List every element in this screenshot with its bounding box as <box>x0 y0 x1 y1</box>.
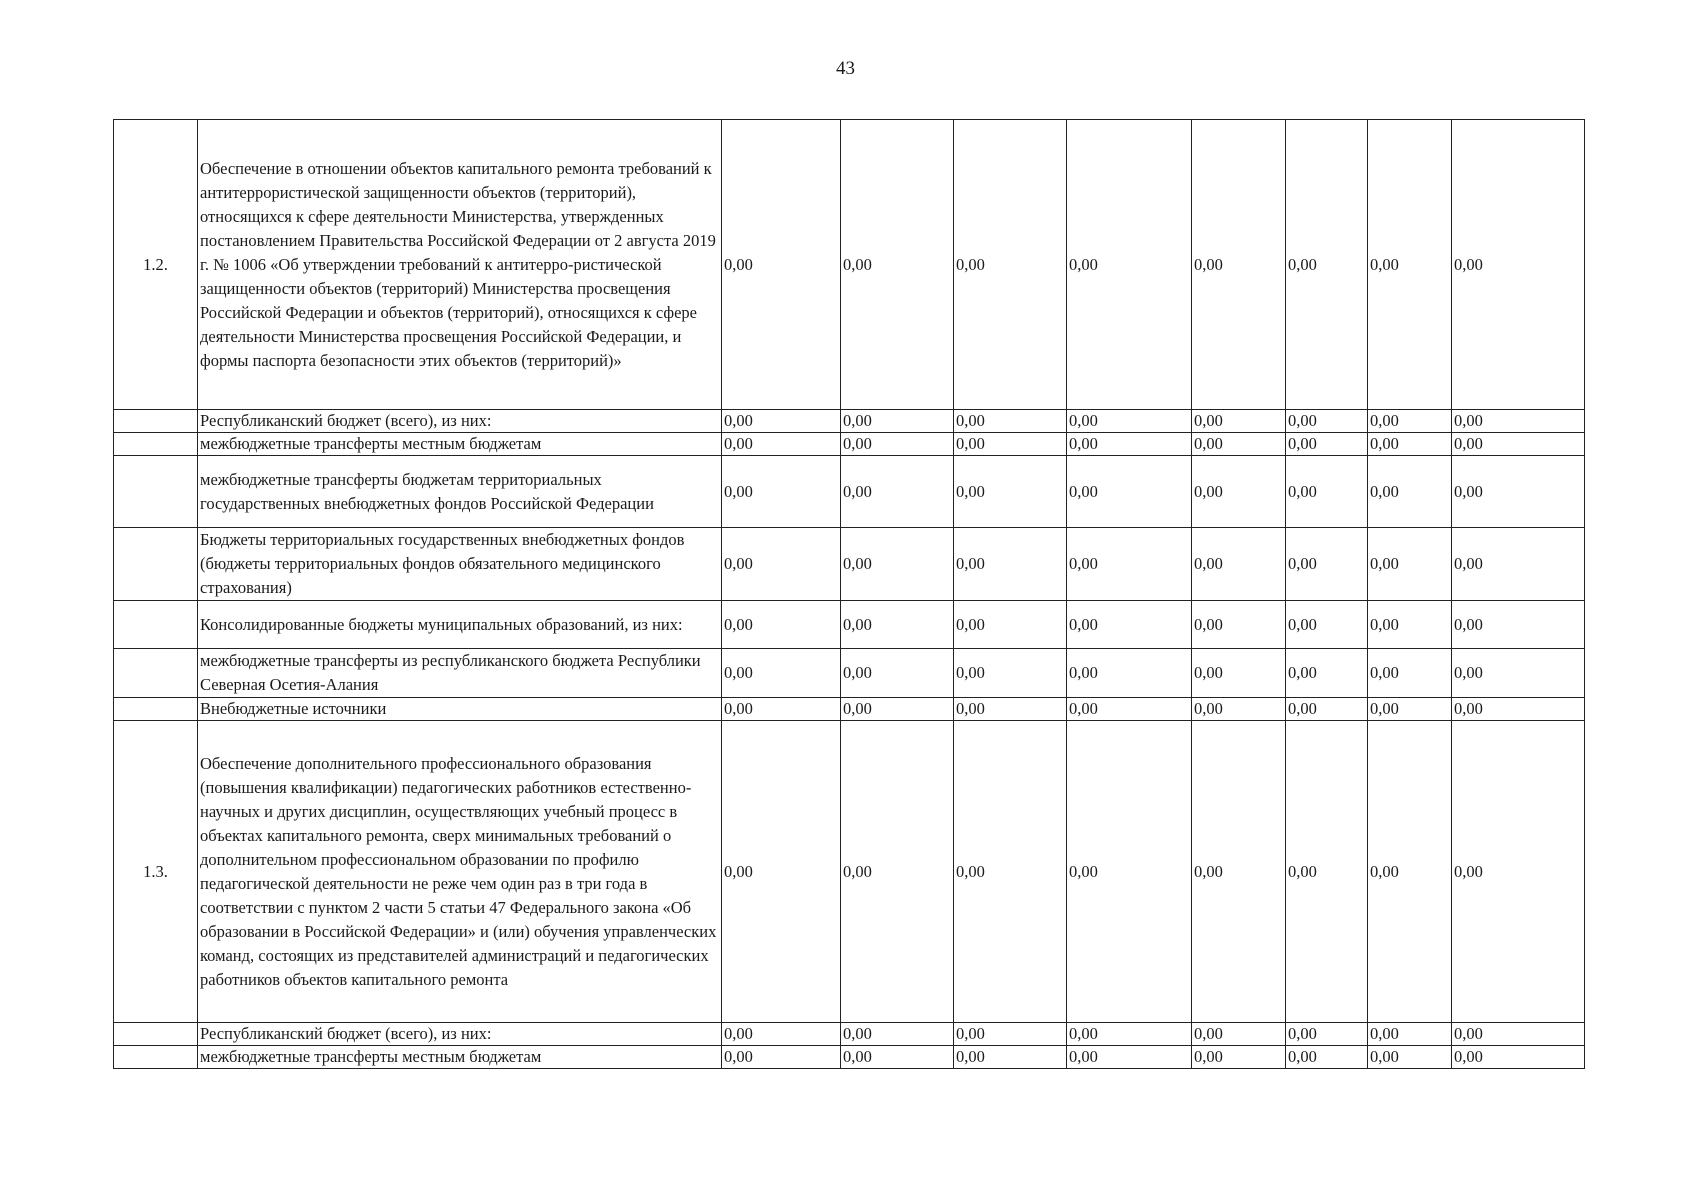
value-cell: 0,00 <box>1192 1023 1286 1046</box>
value-cell: 0,00 <box>1192 120 1286 410</box>
value-cell: 0,00 <box>954 456 1067 528</box>
value-cell: 0,00 <box>1067 1046 1192 1069</box>
value-cell: 0,00 <box>1067 601 1192 649</box>
value-cell: 0,00 <box>1452 1023 1585 1046</box>
row-number <box>114 1046 198 1069</box>
row-description: Консолидированные бюджеты муниципальных образований, из них: <box>198 601 722 649</box>
value-cell: 0,00 <box>1192 649 1286 698</box>
value-cell: 0,00 <box>1368 601 1452 649</box>
value-cell: 0,00 <box>1368 120 1452 410</box>
value-cell: 0,00 <box>1067 120 1192 410</box>
value-cell: 0,00 <box>1368 433 1452 456</box>
table-row <box>114 721 1585 1023</box>
value-cell: 0,00 <box>722 120 841 410</box>
value-cell: 0,00 <box>1368 698 1452 721</box>
value-cell: 0,00 <box>722 1046 841 1069</box>
value-cell: 0,00 <box>841 1046 954 1069</box>
value-cell: 0,00 <box>1368 528 1452 601</box>
row-number <box>114 649 198 698</box>
row-number <box>114 601 198 649</box>
value-cell: 0,00 <box>1286 698 1368 721</box>
table-row <box>114 1023 1585 1046</box>
table-row <box>114 528 1585 601</box>
value-cell: 0,00 <box>1067 456 1192 528</box>
row-description: Внебюджетные источники <box>198 698 722 721</box>
value-cell: 0,00 <box>1192 410 1286 433</box>
table-row <box>114 601 1585 649</box>
value-cell: 0,00 <box>841 698 954 721</box>
value-cell: 0,00 <box>1286 528 1368 601</box>
value-cell: 0,00 <box>1368 649 1452 698</box>
table-row <box>114 1046 1585 1069</box>
value-cell: 0,00 <box>841 601 954 649</box>
value-cell: 0,00 <box>841 528 954 601</box>
value-cell: 0,00 <box>722 649 841 698</box>
value-cell: 0,00 <box>954 721 1067 1023</box>
value-cell: 0,00 <box>722 1023 841 1046</box>
value-cell: 0,00 <box>722 528 841 601</box>
value-cell: 0,00 <box>1067 721 1192 1023</box>
value-cell: 0,00 <box>954 433 1067 456</box>
value-cell: 0,00 <box>1192 698 1286 721</box>
value-cell: 0,00 <box>1192 528 1286 601</box>
value-cell: 0,00 <box>1286 1046 1368 1069</box>
value-cell: 0,00 <box>1452 601 1585 649</box>
value-cell: 0,00 <box>841 649 954 698</box>
value-cell: 0,00 <box>722 721 841 1023</box>
value-cell: 0,00 <box>954 1046 1067 1069</box>
value-cell: 0,00 <box>841 433 954 456</box>
table-row <box>114 456 1585 528</box>
table-row <box>114 649 1585 698</box>
value-cell: 0,00 <box>954 649 1067 698</box>
row-description: Бюджеты территориальных государственных внебюджетных фондов (бюджеты территориальных фондов обязательного медицинского страхования) <box>198 528 722 601</box>
value-cell: 0,00 <box>1286 410 1368 433</box>
value-cell: 0,00 <box>722 601 841 649</box>
value-cell: 0,00 <box>1067 1023 1192 1046</box>
value-cell: 0,00 <box>1067 698 1192 721</box>
value-cell: 0,00 <box>1286 1023 1368 1046</box>
value-cell: 0,00 <box>1286 649 1368 698</box>
row-number <box>114 1023 198 1046</box>
value-cell: 0,00 <box>954 601 1067 649</box>
value-cell: 0,00 <box>954 698 1067 721</box>
value-cell: 0,00 <box>722 456 841 528</box>
row-description: межбюджетные трансферты бюджетам территориальных государственных внебюджетных фондов Российской Федерации <box>198 456 722 528</box>
value-cell: 0,00 <box>1067 433 1192 456</box>
value-cell: 0,00 <box>1368 1023 1452 1046</box>
row-number: 1.2. <box>114 120 198 410</box>
value-cell: 0,00 <box>841 410 954 433</box>
value-cell: 0,00 <box>1452 433 1585 456</box>
value-cell: 0,00 <box>954 120 1067 410</box>
value-cell: 0,00 <box>1286 601 1368 649</box>
table-row <box>114 410 1585 433</box>
table-row <box>114 120 1585 410</box>
value-cell: 0,00 <box>1452 1046 1585 1069</box>
value-cell: 0,00 <box>841 120 954 410</box>
value-cell: 0,00 <box>1368 456 1452 528</box>
value-cell: 0,00 <box>1192 1046 1286 1069</box>
value-cell: 0,00 <box>722 433 841 456</box>
value-cell: 0,00 <box>1452 721 1585 1023</box>
value-cell: 0,00 <box>841 721 954 1023</box>
value-cell: 0,00 <box>954 528 1067 601</box>
value-cell: 0,00 <box>1286 120 1368 410</box>
value-cell: 0,00 <box>841 456 954 528</box>
value-cell: 0,00 <box>1067 649 1192 698</box>
value-cell: 0,00 <box>1192 601 1286 649</box>
row-number: 1.3. <box>114 721 198 1023</box>
value-cell: 0,00 <box>1192 433 1286 456</box>
row-number <box>114 456 198 528</box>
value-cell: 0,00 <box>722 410 841 433</box>
value-cell: 0,00 <box>1192 721 1286 1023</box>
value-cell: 0,00 <box>1192 456 1286 528</box>
value-cell: 0,00 <box>1067 410 1192 433</box>
table-row <box>114 433 1585 456</box>
value-cell: 0,00 <box>954 410 1067 433</box>
value-cell: 0,00 <box>841 1023 954 1046</box>
value-cell: 0,00 <box>1452 528 1585 601</box>
value-cell: 0,00 <box>1452 120 1585 410</box>
row-description: Обеспечение в отношении объектов капитального ремонта требований к антитеррористической защищенности объектов (территорий), относящихся к сфере деятельности Министерства, утвержденных постановлением Правительства Российской Федерации от 2 августа 2019 г. № 1006 «Об утверждении требований к антитерро-ристической защищенности объектов (территорий) Министерства просвещения Российской Федерации и объектов (территорий), относящихся к сфере деятельности Министерства просвещения Российской Федерации, и формы паспорта безопасности этих объектов (территорий)» <box>198 120 722 410</box>
row-number <box>114 698 198 721</box>
value-cell: 0,00 <box>954 1023 1067 1046</box>
row-description: межбюджетные трансферты местным бюджетам <box>198 433 722 456</box>
table-body <box>114 120 1585 1069</box>
table-row <box>114 698 1585 721</box>
value-cell: 0,00 <box>1452 649 1585 698</box>
value-cell: 0,00 <box>1286 721 1368 1023</box>
row-description: Обеспечение дополнительного профессионального образования (повышения квалификации) педагогических работников естественно-научных и других дисциплин, осуществляющих учебный процесс в объектах капитального ремонта, сверх минимальных требований о дополнительном профессиональном образовании по профилю педагогической деятельности не реже чем один раз в три года в соответствии с пунктом 2 части 5 статьи 47 Федерального закона «Об образовании в Российской Федерации» и (или) обучения управленческих команд, состоящих из представителей администраций и педагогических работников объектов капитального ремонта <box>198 721 722 1023</box>
value-cell: 0,00 <box>1286 433 1368 456</box>
value-cell: 0,00 <box>1368 410 1452 433</box>
value-cell: 0,00 <box>1368 1046 1452 1069</box>
value-cell: 0,00 <box>1286 456 1368 528</box>
row-description: межбюджетные трансферты из республиканского бюджета Республики Северная Осетия-Алания <box>198 649 722 698</box>
row-description: Республиканский бюджет (всего), из них: <box>198 410 722 433</box>
row-number <box>114 528 198 601</box>
row-description: Республиканский бюджет (всего), из них: <box>198 1023 722 1046</box>
row-description: межбюджетные трансферты местным бюджетам <box>198 1046 722 1069</box>
value-cell: 0,00 <box>1452 456 1585 528</box>
value-cell: 0,00 <box>1452 698 1585 721</box>
value-cell: 0,00 <box>1452 410 1585 433</box>
row-number <box>114 410 198 433</box>
value-cell: 0,00 <box>1067 528 1192 601</box>
page-number: 43 <box>836 58 855 79</box>
budget-table <box>113 119 1585 1069</box>
value-cell: 0,00 <box>722 698 841 721</box>
row-number <box>114 433 198 456</box>
value-cell: 0,00 <box>1368 721 1452 1023</box>
